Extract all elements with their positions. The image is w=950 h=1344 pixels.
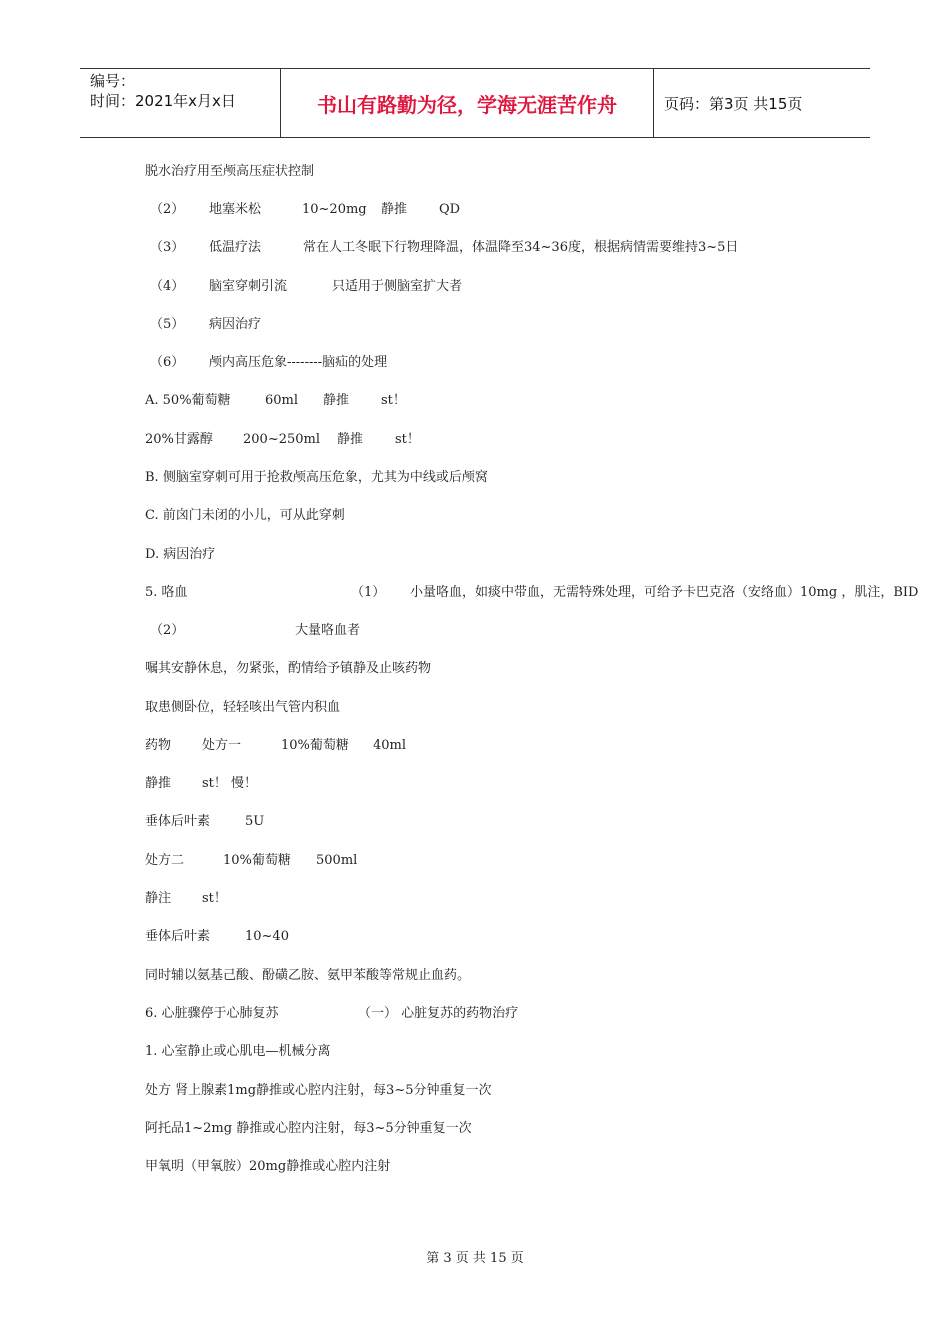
text-segment: B. 侧脑室穿刺可用于抢救颅高压危象，尤其为中线或后颅窝 [145,470,488,485]
text-segment: 常在人工冬眠下行物理降温，体温降至34~36度，根据病情需要维持3~5日 [303,240,739,255]
text-segment: （1） [351,585,386,600]
text-segment: （5） [150,317,185,332]
text-segment: 10%葡萄糖 [223,853,291,868]
text-segment: 病因治疗 [209,317,262,332]
text-segment: 10%葡萄糖 [281,738,349,753]
page-footer: 第 3 页 共 15 页 [426,1251,524,1266]
text-segment: A. 50%葡萄糖 [145,393,231,408]
text-segment: 阿托品1~2mg 静推或心腔内注射，每3~5分钟重复一次 [145,1121,472,1136]
text-segment: 20%甘露醇 [145,432,213,447]
text-segment: 垂体后叶素 [145,814,211,829]
text-segment: 5U [245,814,265,829]
text-segment: 嘱其安静休息，勿紧张，酌情给予镇静及止咳药物 [145,661,432,676]
text-segment: 脱水治疗用至颅高压症状控制 [145,164,315,179]
text-segment: （4） [150,279,185,294]
text-segment: （一） 心脏复苏的药物治疗 [358,1006,519,1021]
page-header [80,68,870,138]
text-segment: C. 前囟门未闭的小儿，可从此穿刺 [145,508,345,523]
text-segment: （6） [150,355,185,370]
text-segment: 甲氧明（甲氧胺）20mg静推或心腔内注射 [145,1159,391,1174]
text-segment: 处方 肾上腺素1mg静推或心腔内注射，每3~5分钟重复一次 [145,1083,492,1098]
document-date-label: 时间：2021年x月x日 [90,92,236,110]
text-segment: 静注 [145,891,172,906]
text-segment: 静推 [337,432,364,447]
text-segment: 药物 [145,738,172,753]
text-segment: 10~40 [245,929,289,944]
text-segment: 处方一 [202,738,242,753]
text-segment: 1. 心室静止或心肌电—机械分离 [145,1044,331,1059]
text-segment: 静推 [381,202,408,217]
text-segment: 200~250ml [243,432,321,447]
text-segment: 10~20mg [302,202,367,217]
text-segment: 500ml [316,853,358,868]
text-segment: （2） [150,202,185,217]
header-info-cell [80,69,281,137]
text-segment: （3） [150,240,185,255]
text-segment: 取患侧卧位，轻轻咳出气管内积血 [145,700,341,715]
text-segment: st！ [381,393,406,408]
text-segment: st！ [202,891,227,906]
document-number-label: 编号： [90,72,136,90]
text-segment: 小量咯血，如痰中带血，无需特殊处理，可给予卡巴克洛（安络血）10mg ，肌注，BID [410,585,919,600]
text-segment: 地塞米松 [209,202,262,217]
text-segment: 40ml [373,738,407,753]
text-segment: 静推 [145,776,172,791]
text-segment: 低温疗法 [209,240,262,255]
header-motto: 书山有路勤为径，学海无涯苦作舟 [281,69,654,137]
text-segment: 60ml [265,393,299,408]
text-segment: 只适用于侧脑室扩大者 [332,279,463,294]
text-segment: 6. 心脏骤停于心肺复苏 [145,1006,279,1021]
text-segment: 大量咯血者 [295,623,361,638]
header-page-label: 页码：第3页 共15页 [664,94,803,113]
text-segment: QD [439,202,461,217]
text-segment: 脑室穿刺引流 [209,279,288,294]
text-segment: 垂体后叶素 [145,929,211,944]
text-segment: 处方二 [145,853,185,868]
text-segment: st！ 慢！ [202,776,258,791]
text-segment: （2） [150,623,185,638]
text-segment: 颅内高压危象--------脑疝的处理 [209,355,388,370]
text-segment: 同时辅以氨基己酸、酚磺乙胺、氨甲苯酸等常规止血药。 [145,968,471,983]
text-segment: 5. 咯血 [145,585,188,600]
text-segment: 静推 [323,393,350,408]
text-segment: st！ [395,432,420,447]
text-segment: D. 病因治疗 [145,547,216,562]
